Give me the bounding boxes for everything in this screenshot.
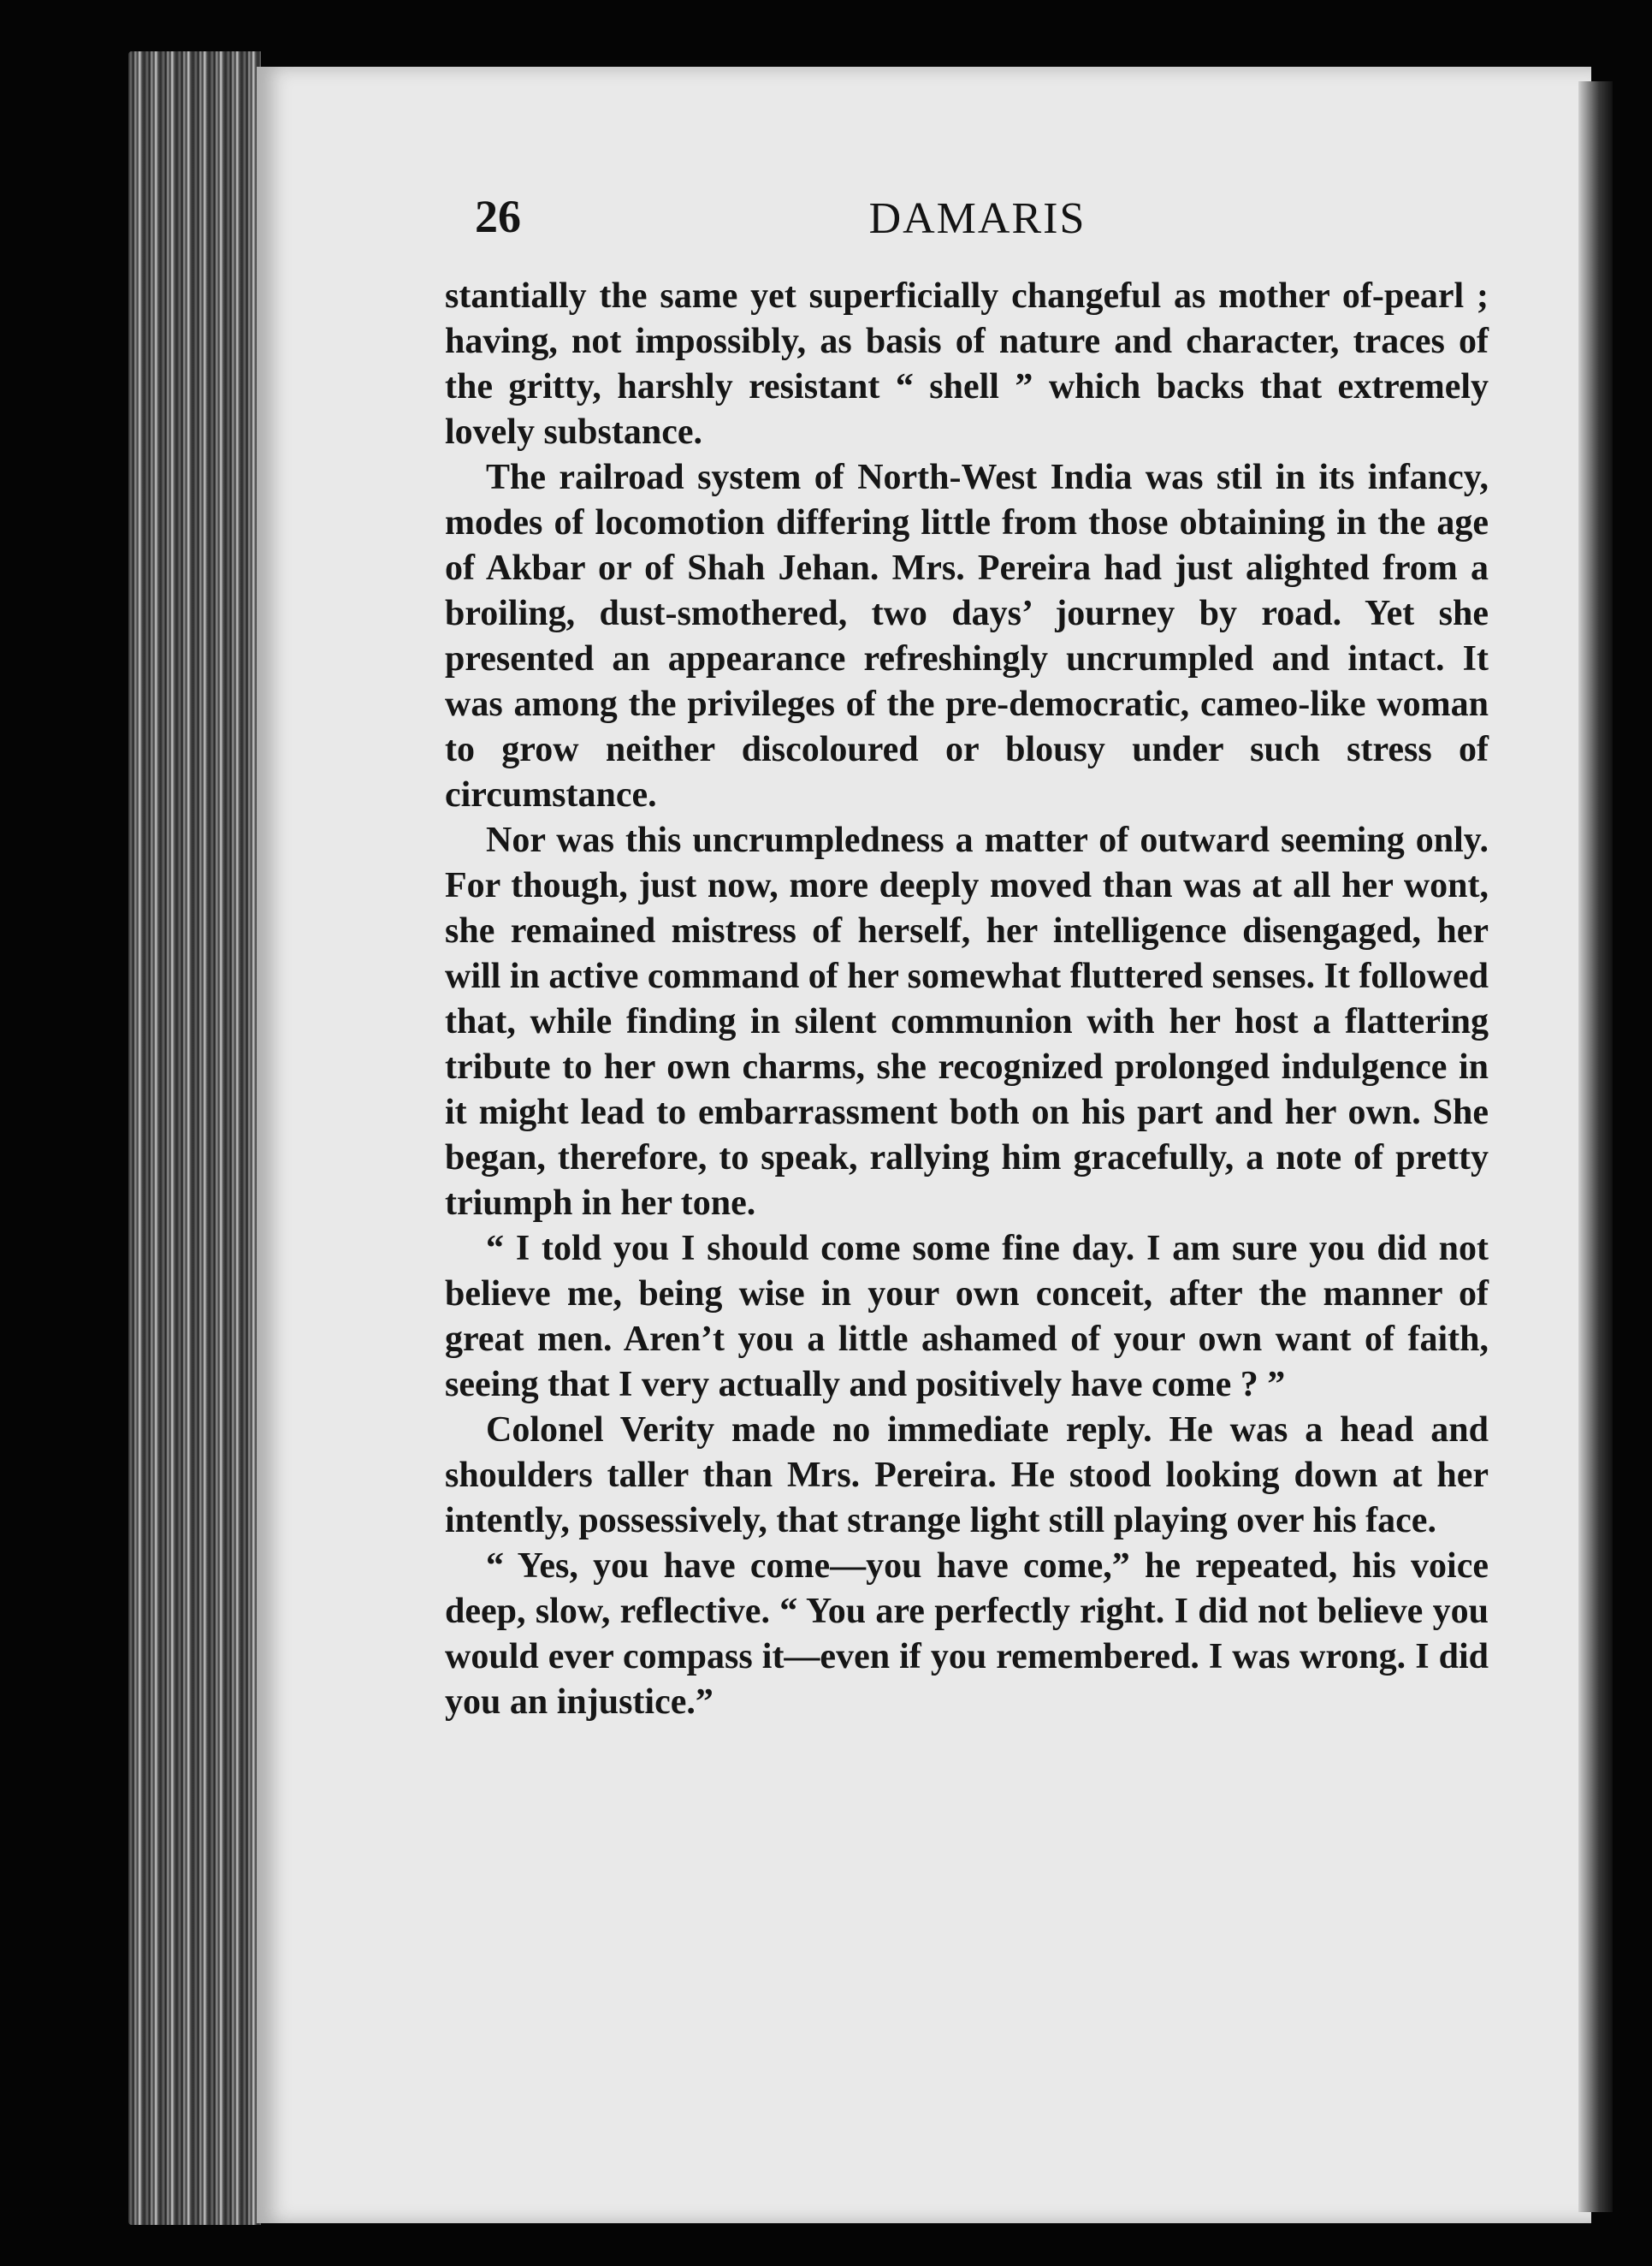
- running-title: DAMARIS: [868, 194, 1087, 243]
- paragraph: Colonel Verity made no immediate reply. He was a head and shoulders taller than Mrs. Pereira. He stood looking down at her intently, possessively, that strange light still playing over his face.: [445, 1410, 1489, 1540]
- paragraph: “ I told you I should come some fine day. I am sure you did not believe me, being wise in your own conceit, after the manner of great men. Aren’t you a little ashamed of your own want of faith, seeing that I very actually and positively have come ? ”: [445, 1229, 1489, 1404]
- paragraph: stantially the same yet superficially changeful as mother of-pearl ; having, not impossibly, as basis of nature and character, traces of the gritty, harshly resistant “ shell ” which backs that extremely lovely substance.: [445, 276, 1489, 452]
- page-header: [475, 190, 1480, 250]
- page-number: 26: [475, 191, 521, 242]
- paragraph: “ Yes, you have come—you have come,” he repeated, his voice deep, slow, reflective. “ You are perfectly right. I did not believe you would ever compass it—even if you remembered. I was wrong. I did you an injustice.”: [445, 1546, 1489, 1722]
- paragraph: The railroad system of North-West India was stil in its infancy, modes of locomotion differing little from those obtaining in the age of Akbar or of Shah Jehan. Mrs. Pereira had just alighted from a broiling, dust-smothered, two days’ journey by road. Yet she presented an appearance refreshingly uncrumpled and intact. It was among the privileges of the pre-democratic, cameo-like woman to grow neither discoloured or blousy under such stress of circumstance.: [445, 458, 1489, 815]
- page-edges: [128, 51, 261, 2225]
- body-text: [445, 274, 1489, 1725]
- book-gutter-shadow: [1578, 81, 1613, 2212]
- paragraph: Nor was this uncrumpledness a matter of outward seeming only. For though, just now, more deeply moved than was at all her wont, she remained mistress of herself, her intelligence disengaged, her will in active command of her somewhat fluttered senses. It followed that, while finding in silent communion with her host a flattering tribute to her own charms, she recognized prolonged indulgence in it might lead to embarrassment both on his part and her own. She began, therefore, to speak, rallying him gracefully, a note of pretty triumph in her tone.: [445, 821, 1489, 1223]
